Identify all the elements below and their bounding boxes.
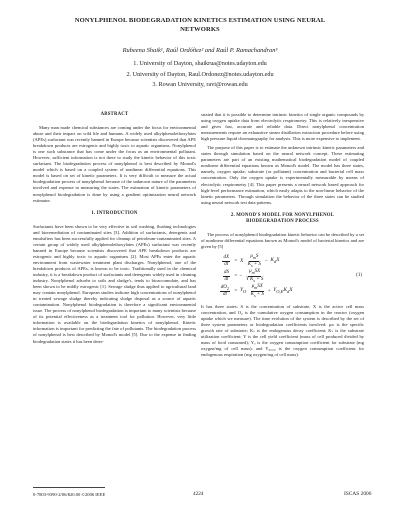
page-number: 4224: [193, 491, 204, 497]
equation-number: (1): [356, 273, 362, 279]
intro-heading: 1. INTRODUCTION: [91, 210, 138, 216]
right-column: [201, 112, 364, 361]
affiliation-3: 3. Rowan University, ravi@rowan.edu: [152, 81, 248, 88]
equation-do2: $\frac{dO_2}{dt}$ = $Y_O$ $\frac{\mu_mSX}{K_s + S}$ + $Y_{O,E}K_dX$: [220, 284, 293, 298]
abstract-body: Many man made chemical substances are coming under the focus for environmental abuse and their impact on wild life and humans. A widely used alkylphenolethoxylates (APEs) surfactant was recently banned in Europe because scientists discovered that APE breakdown products are estrogenic and highly toxic to aquatic organisms. Nonylphenol is one such substance that has come under the focus as an environmental pollutant. However, sufficient information is not there to study the kinetic behavior of this toxic surfactant. The biodegradation process of nonylphenol is best described by Monod's model which is based on a coupled system of nonlinear differential equations. This model is based on set of kinetic parameters. It is very difficult to measure the actual biodegradation process of nonylphenol because of the unknown nature of the parameters involved and expense in measuring the states. The estimation of kinetic parameters of nonylphenol biodegradation is done by using a gradient optimization neural network estimator.: [33, 125, 196, 203]
equation-dx: $\frac{dX}{dt}$ = X $\frac{\mu_mS}{K_s + S}$ − $K_dX$: [223, 254, 280, 268]
monod-heading-line-1: 2. MONOD'S MODEL FOR NONYLPHENOL: [230, 212, 335, 218]
paper-purpose: The purpose of this paper is to estimate the unknown intrinsic kinetic parameters and states through simulation based on the neural network concept. These estimating parameters are part of an existing mathematical biodegradation model of coupled nonlinear differential equations known as Monod's model. The model has three states, namely, oxygen uptake, substrate (or pollutant) concentration and bacterial cell mass concentration. Only the oxygen uptake is experimentally measurable by means of electrolytic respirometry [4]. This paper presents a neural network based approach for high-level performance estimation, which easily adapts to the non-linear behavior of the kinetic parameters. Through simulation the behavior of the three states can be studied using neural network test data patterns.: [201, 145, 364, 205]
abstract-heading: ABSTRACT: [100, 112, 129, 117]
affiliation-1: 1. University of Dayton, shaikrua@notes.udayton.edu: [133, 60, 267, 67]
title-line-1: NONYLPHENOL BIODEGRADATION KINETICS ESTIMATION USING NEURAL: [74, 17, 326, 24]
paper-title: [20, 16, 380, 34]
conference-name: ISCAS 2006: [344, 491, 372, 497]
equation-explanation: It has three states: S is the concentration of substrate, X is the active cell mass concentration, and O₂ is the cumulative oxygen consumption in the reactor (oxygen uptake which we measure). The time evolution of the system is described by the set of three system parameters or biodegradation coefficients involved: μₘ is the specific growth rate of substrate; Kₛ is the endogenous decay coefficient; Kₛ is the substrate utilization coefficient; Y is the cell yield coefficient (mass of cell produced divided by mass of food consumed); Yₒ is the oxygen consumption coefficient for substrate (mg oxygen/mg of cell mass); and Y₀,₀,₀ is the oxygen consumption coefficient for endogenous respiration (mg oxygen/mg of cell mass).: [201, 303, 364, 358]
footer-rule: [33, 487, 105, 488]
monod-heading: [201, 213, 364, 225]
author-list: Rubeena Shaik¹, Raúl Ordóñez² and Raúl P. Ramachandran³: [122, 47, 278, 54]
intro-body: Surfactants have been shown to be very effective in soil washing, flushing technologies and bioremediation of contaminated sites [3]. Addition of surfactants, detergents and emulsifiers has been successfully applied for cleanup of petroleum-contaminated sites. A certain group of widely used alkylphenolethoxylates (APEs) surfactant was recently banned in Europe because scientists discovered that APE breakdown products are estrogenic and highly toxic to aquatic organisms [2]. Most APEs enter the aquatic environment from wastewater treatment plant discharges. Nonylphenol, one of the breakdown products of APEs, is known to be toxic. Traditionally used in the chemical industry, it is a breakdown product of surfactants and detergents widely used in cleaning industry. Nonylphenol adsorbs to soils and sludge's, tends to bioaccumulate, and has been shown to be mildly estrogenic [1]. Sewage sludge thus applied to agricultural land may contain nonylphenol. European studies indicate high concentrations of nonylphenol in treated sewage sludge thereby indicating sludge disposal as a source of aquatic contamination. Nonylphenol biodegradation is therefore a significant environmental issue. The process of nonylphenol biodegradation is important to many scientists because of its potential effectiveness as a treatment tool for pollution. However, very little information is available on the biodegradation kinetics of nonylphenol. Kinetic information is important for predicting the fate of pollutants. The biodegradation process of nonylphenol is best described by Monod's model [5]. Due to the expense in finding biodegradation states it has been deter-: [33, 223, 196, 344]
monod-intro: The process of nonylphenol biodegradation kinetic behavior can be described by a set of nonlinear differential equations known as Monod's model of bacterial kinetics and are given by [5]: [201, 231, 364, 249]
monod-heading-line-2: BIODEGRADATION PROCESS: [246, 218, 319, 224]
title-line-2: NETWORKS: [180, 26, 220, 33]
intro-continued: strated that it is possible to determine intrinsic kinetics of single organic compounds by using oxygen uptake data from electrolytic respirometry. This is relatively inexpensive and gives fast, accurate and reliable data. Direct nonylphenol concentration measurements require an exhaustive steam distillation extraction procedure before using high pressure liquid chromatography for analysis. This is more expensive to implement.: [201, 112, 364, 142]
equation-ds: $\frac{dS}{dt}$ = − $\frac{\mu_mSX}{Y K_s + S}$ (1): [224, 269, 362, 283]
left-column: [33, 112, 196, 348]
affiliation-2: 2. University of Dayton, Raul.Ordonez@notes.udayton.edu: [126, 70, 274, 78]
monod-equations: [201, 254, 364, 299]
footer-isbn: 0-7803-9390-2/06/$20.00 ©2006 IEEE: [33, 492, 106, 497]
affiliations: [20, 59, 380, 91]
